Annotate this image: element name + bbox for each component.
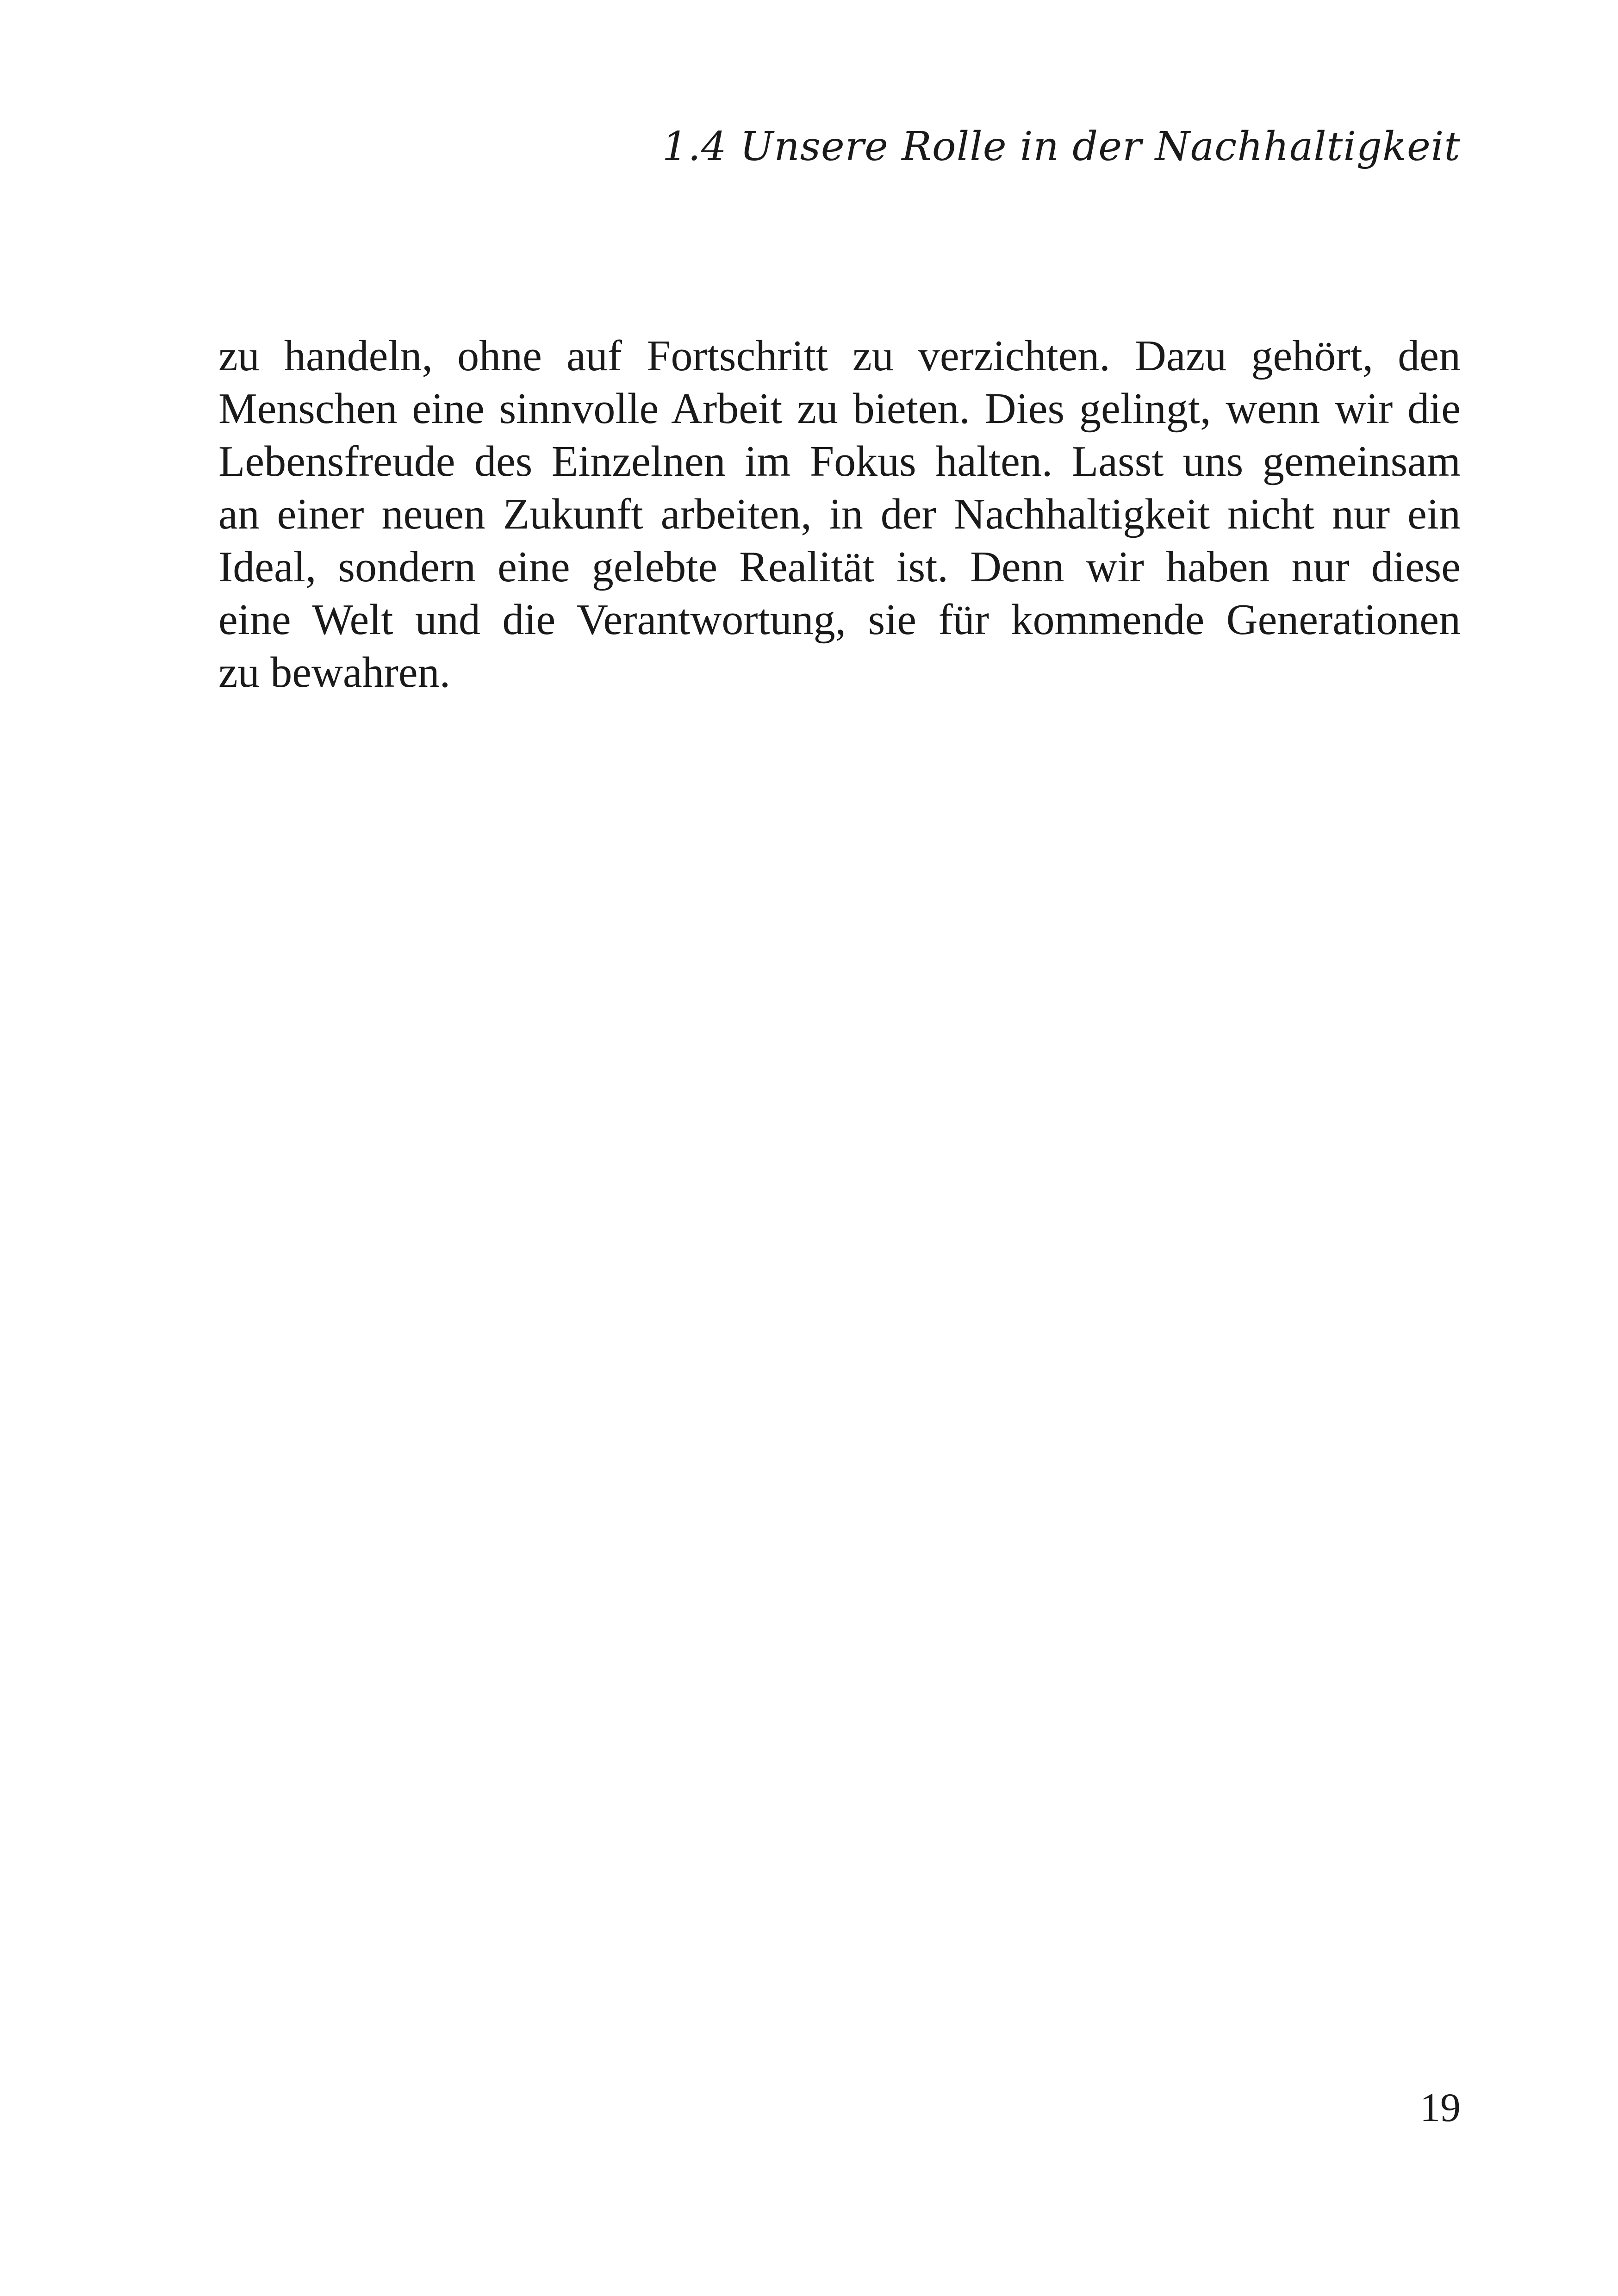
page-number: 19 bbox=[1420, 2085, 1461, 2130]
paragraph-line: an einer neuen Zukunft arbeiten, in der Nachhaltigkeit nicht nur ein bbox=[218, 490, 1461, 538]
paragraph-line: Ideal, sondern eine gelebte Realität ist. Denn wir haben nur diese bbox=[218, 543, 1461, 591]
running-header: 1.4 Unsere Rolle in der Nachhaltigkeit bbox=[662, 124, 1461, 170]
paragraph-line: eine Welt und die Verantwortung, sie für kommende Generationen bbox=[218, 596, 1461, 644]
paragraph-line: Menschen eine sinnvolle Arbeit zu bieten. Dies gelingt, wenn wir die bbox=[218, 385, 1461, 433]
paragraph-line: zu handeln, ohne auf Fortschritt zu verzichten. Dazu gehört, den bbox=[218, 332, 1461, 380]
body-paragraph bbox=[218, 330, 1461, 699]
paragraph-line: zu bewahren. bbox=[218, 648, 451, 697]
paragraph-line: Lebensfreude des Einzelnen im Fokus halten. Lasst uns gemeinsam bbox=[218, 437, 1461, 485]
